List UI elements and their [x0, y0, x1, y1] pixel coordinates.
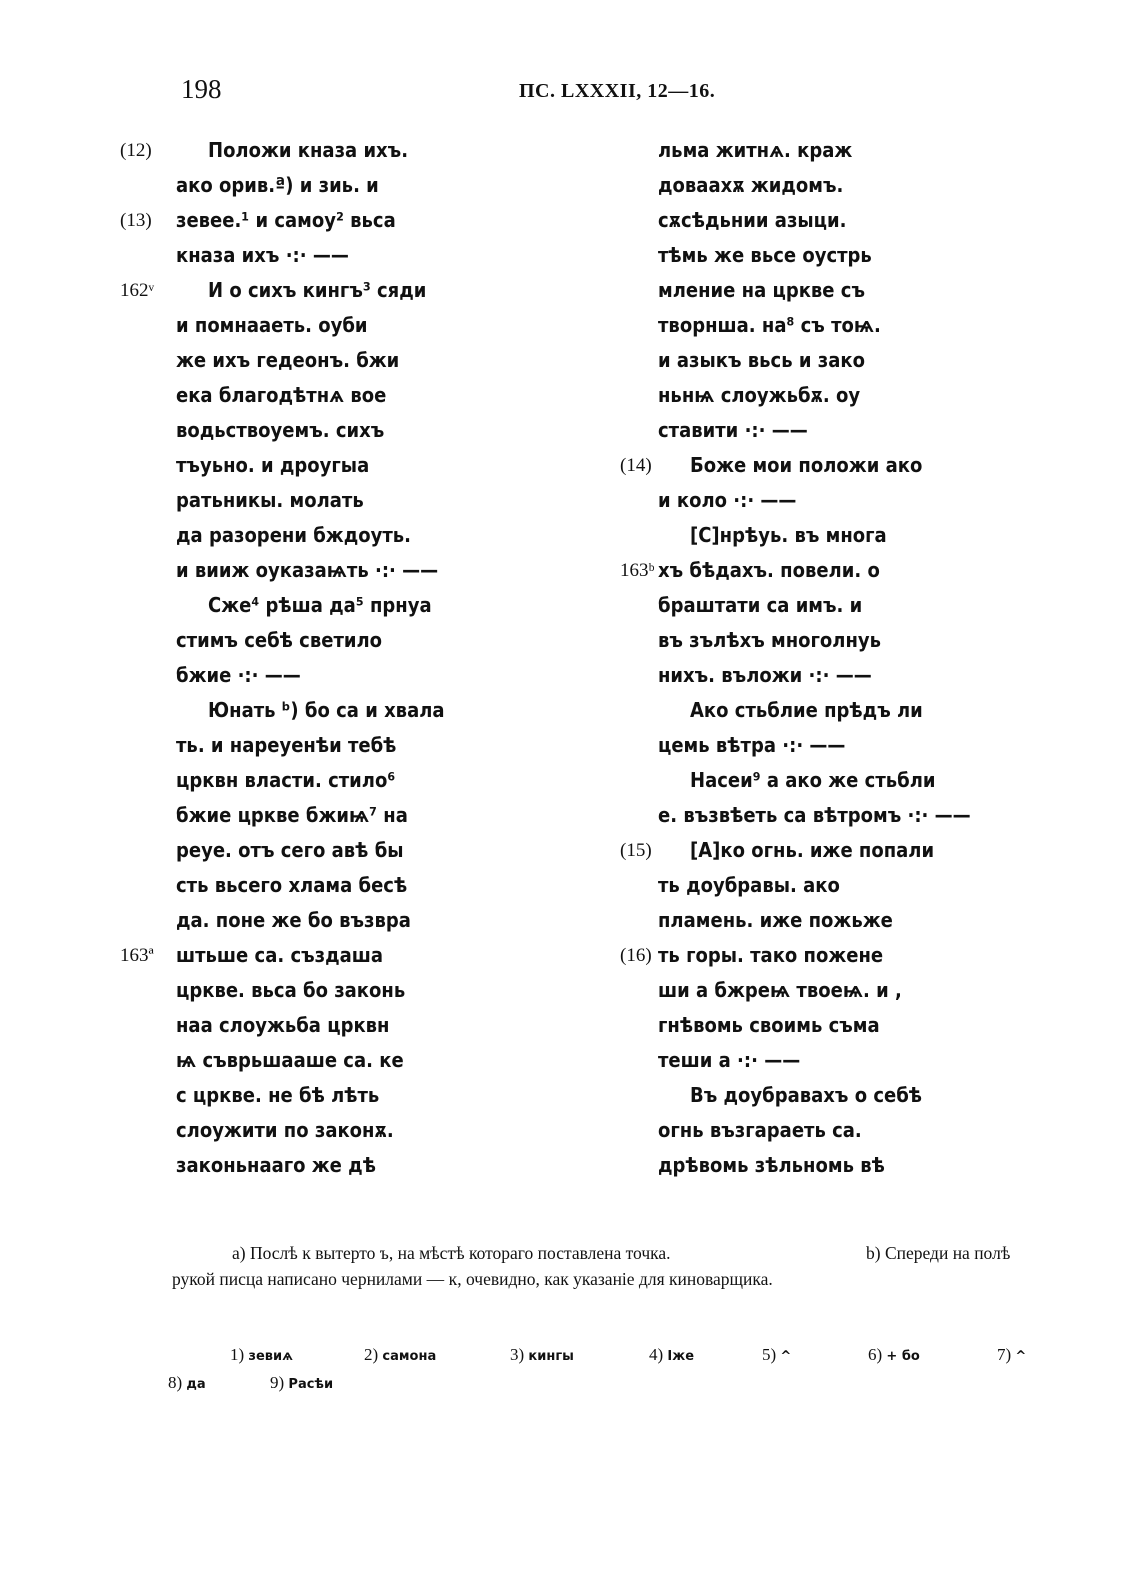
line-text: ть доубравы. ако	[658, 873, 840, 897]
line-text: ѩ съврьшааше са. ке	[176, 1048, 404, 1072]
footnote-number: 8)	[168, 1373, 187, 1392]
text-line	[612, 1148, 1012, 1183]
text-line	[612, 938, 1012, 973]
footnote-variant: + бо	[886, 1349, 920, 1364]
line-text: же ихъ гедеонъ. бжи	[176, 348, 400, 372]
text-line	[612, 798, 1012, 833]
verse-marker: 162ᵛ	[120, 280, 155, 301]
verse-marker: (15)	[620, 840, 652, 861]
text-line	[120, 588, 500, 623]
line-text: огнь възгараеть са.	[658, 1118, 862, 1142]
variant-footnote	[868, 1345, 920, 1365]
page-number: 198	[181, 74, 222, 104]
footnote-variant: да	[186, 1377, 206, 1392]
footnote-number: 2)	[364, 1345, 383, 1364]
variant-footnote	[270, 1373, 333, 1393]
line-text: Ако стьблие прѣдъ ли	[690, 698, 923, 722]
variant-footnote	[649, 1345, 694, 1365]
line-text: гнѣвомь своимь съма	[658, 1013, 880, 1037]
running-head: ПС. LXXXII, 12—16.	[519, 80, 716, 102]
line-text: црквн власти. стило⁶	[176, 768, 396, 792]
text-line	[120, 448, 500, 483]
line-text: хъ бѣдахъ. повели. о	[658, 558, 880, 582]
text-line	[612, 588, 1012, 623]
text-line	[120, 798, 500, 833]
line-text: льма житнѧ. краж	[658, 138, 853, 162]
variant-footnote	[997, 1345, 1026, 1365]
footnote-number: 4)	[649, 1345, 668, 1364]
text-line	[120, 1148, 500, 1183]
text-line	[120, 693, 500, 728]
line-text: [А]ко огнь. иже попали	[690, 838, 935, 862]
line-text: мление на цркве съ	[658, 278, 865, 302]
verse-marker: 163ª	[120, 945, 154, 966]
text-line	[612, 133, 1012, 168]
line-text: бжие ·:· ——	[176, 663, 301, 687]
text-line	[612, 553, 1012, 588]
line-text: и коло ·:· ——	[658, 488, 797, 512]
text-line	[120, 868, 500, 903]
text-line	[612, 413, 1012, 448]
footnote-variant: ^	[780, 1349, 792, 1364]
text-line	[120, 833, 500, 868]
footnote-number: 3)	[510, 1345, 529, 1364]
line-text: и помнааеть. оуби	[176, 313, 368, 337]
line-text: ставити ·:· ——	[658, 418, 808, 442]
line-text: въ зълѣхъ многолнуь	[658, 628, 882, 652]
text-line	[120, 308, 500, 343]
line-text: водьствоуемъ. сихъ	[176, 418, 385, 442]
footnote-number: 9)	[270, 1373, 289, 1392]
line-text: цркве. вьса бо законь	[176, 978, 406, 1002]
text-line	[120, 658, 500, 693]
text-line	[120, 553, 500, 588]
footnote-variant: Іже	[667, 1349, 695, 1364]
text-line	[612, 623, 1012, 658]
footnote-variant: самона	[382, 1349, 437, 1364]
footnote-number: 1)	[230, 1345, 249, 1364]
text-line	[612, 518, 1012, 553]
line-text: сѫсѣдьнии азыци.	[658, 208, 847, 232]
text-line	[612, 1078, 1012, 1113]
line-text: ши а бжреѩ твоеѩ. и ,	[658, 978, 902, 1002]
right-text-column	[612, 133, 1012, 1183]
text-line	[612, 763, 1012, 798]
text-line	[120, 343, 500, 378]
text-line	[120, 413, 500, 448]
line-text: законьнааго же дѣ	[176, 1153, 376, 1177]
text-line	[120, 133, 500, 168]
text-line	[612, 658, 1012, 693]
footnote-variant: ^	[1015, 1349, 1027, 1364]
text-line	[612, 1043, 1012, 1078]
text-line	[612, 728, 1012, 763]
text-line	[120, 728, 500, 763]
text-line	[612, 833, 1012, 868]
text-line	[120, 518, 500, 553]
variant-footnote	[510, 1345, 574, 1365]
text-line	[120, 203, 500, 238]
text-line	[612, 168, 1012, 203]
text-line	[612, 378, 1012, 413]
text-line	[120, 1043, 500, 1078]
line-text: теши а ·:· ——	[658, 1048, 801, 1072]
line-text: стимъ себѣ светило	[176, 628, 383, 652]
text-line	[120, 378, 500, 413]
text-line	[120, 273, 500, 308]
footnote-variant: кингы	[528, 1349, 574, 1364]
text-line	[120, 1008, 500, 1043]
line-text: Положи кназа ихъ.	[208, 138, 409, 162]
text-line	[612, 1008, 1012, 1043]
variant-footnote	[168, 1373, 206, 1393]
line-text: пламень. иже пожьже	[658, 908, 893, 932]
line-text: тъуьно. и дроугыа	[176, 453, 370, 477]
line-text: творнша. на⁸ съ тоѩ.	[658, 313, 881, 337]
line-text: цемь вѣтра ·:· ——	[658, 733, 846, 757]
footnote-number: 7)	[997, 1345, 1016, 1364]
text-line	[120, 1113, 500, 1148]
variant-footnote	[230, 1345, 293, 1365]
line-text: доваахѫ жидомъ.	[658, 173, 844, 197]
line-text: ть. и нареуенѣи тебѣ	[176, 733, 397, 757]
text-line	[612, 1113, 1012, 1148]
verse-marker: (12)	[120, 140, 152, 161]
footnote-variant: зевиѧ	[248, 1349, 293, 1364]
footnote-number: 6)	[868, 1345, 887, 1364]
text-line	[612, 308, 1012, 343]
text-line	[612, 903, 1012, 938]
text-line	[612, 238, 1012, 273]
text-line	[120, 903, 500, 938]
line-text: е. възвѣеть са вѣтромъ ·:· ——	[658, 803, 971, 827]
text-line	[612, 273, 1012, 308]
line-text: нихъ. въложи ·:· ——	[658, 663, 872, 687]
verse-marker: (13)	[120, 210, 152, 231]
line-text: и азыкъ вьсь и зако	[658, 348, 865, 372]
line-text: Сже⁴ рѣша да⁵ прнуа	[208, 593, 432, 617]
line-text: штьше са. създаша	[176, 943, 384, 967]
line-text: ека благодѣтнѧ вое	[176, 383, 387, 407]
note-b-line-1: b) Спереди на полѣ	[866, 1243, 1011, 1263]
line-text: дрѣвомь зѣльномь вѣ	[658, 1153, 885, 1177]
variant-footnote	[364, 1345, 436, 1365]
text-line	[120, 623, 500, 658]
text-line	[120, 973, 500, 1008]
text-line	[120, 238, 500, 273]
line-text: зевее.¹ и самоу² вьса	[176, 208, 396, 232]
note-a-line-1: a) Послѣ ĸ вытерто ъ, на мѣстѣ котораго поставлена точка.	[232, 1243, 671, 1263]
left-text-column	[120, 133, 500, 1183]
line-text: браштати са имъ. и	[658, 593, 863, 617]
line-text: Боже мои положи ако	[690, 453, 923, 477]
line-text: ньнѩ слоужьбѫ. оу	[658, 383, 861, 407]
line-text: с цркве. не бѣ лѣть	[176, 1083, 380, 1107]
verse-marker: (16)	[620, 945, 652, 966]
text-line	[612, 973, 1012, 1008]
line-text: И о сихъ кингъ³ сяди	[208, 278, 427, 302]
line-text: ако орив.ª) и зиь. и	[176, 173, 379, 197]
line-text: ть горы. тако пожене	[658, 943, 884, 967]
variant-footnotes	[0, 1345, 1140, 1405]
line-text: бжие цркве бжиѩ⁷ на	[176, 803, 408, 827]
line-text: реуе. отъ сего авѣ бы	[176, 838, 404, 862]
verse-marker: 163ᵇ	[620, 560, 655, 581]
line-text: и вииж оуказаѩть ·:· ——	[176, 558, 439, 582]
line-text: ратьникы. молать	[176, 488, 364, 512]
line-text: Въ доубравахъ о себѣ	[690, 1083, 923, 1107]
line-text: да. поне же бо възвра	[176, 908, 411, 932]
text-line	[612, 343, 1012, 378]
line-text: Насеи⁹ а ако же стьбли	[690, 768, 936, 792]
text-line	[612, 483, 1012, 518]
text-line	[120, 938, 500, 973]
line-text: кназа ихъ ·:· ——	[176, 243, 349, 267]
line-text: тѣмь же вьсе оустрь	[658, 243, 872, 267]
text-line	[612, 693, 1012, 728]
footnote-variant: Расѣи	[288, 1377, 334, 1392]
line-text: наа слоужьба црквн	[176, 1013, 390, 1037]
verse-marker: (14)	[620, 455, 652, 476]
footnote-number: 5)	[762, 1345, 781, 1364]
line-text: да разорени бждоуть.	[176, 523, 411, 547]
text-line	[612, 448, 1012, 483]
line-text: слоужити по законѫ.	[176, 1118, 394, 1142]
text-line	[120, 168, 500, 203]
variant-footnote	[762, 1345, 791, 1365]
line-text: [С]нрѣуь. въ многа	[690, 523, 887, 547]
text-line	[612, 868, 1012, 903]
note-a-line-2: рукой писца написано чернилами — ĸ, очевидно, как указаніе для киноварщика.	[172, 1269, 773, 1289]
line-text: Юнать ᵇ) бо са и хвала	[208, 698, 445, 722]
line-text: сть вьсего хлама бесѣ	[176, 873, 408, 897]
text-line	[120, 763, 500, 798]
text-line	[612, 203, 1012, 238]
text-line	[120, 1078, 500, 1113]
text-line	[120, 483, 500, 518]
